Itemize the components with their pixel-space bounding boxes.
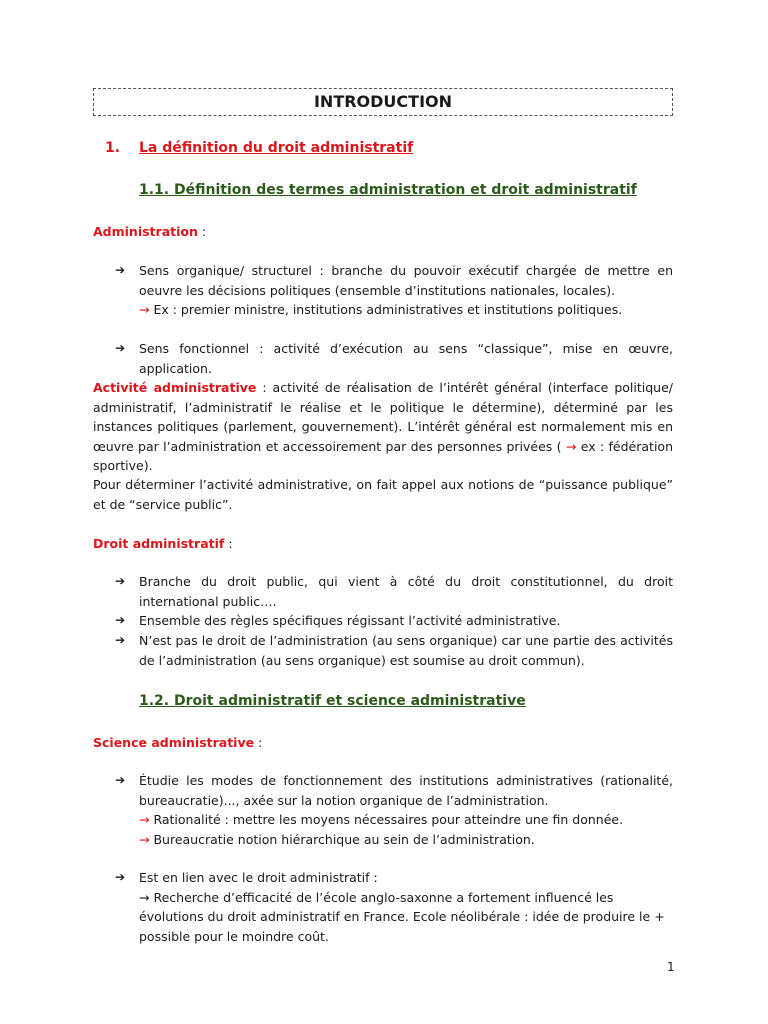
paragraph-text-end: ex : fédération sportive). (93, 438, 673, 473)
term-label: Administration (93, 224, 198, 239)
arrow-bullet-icon: ➔ (115, 341, 126, 355)
section-number: 1. (105, 140, 121, 156)
term-label: Activité administrative (93, 380, 257, 395)
section-title: La définition du droit administratif (139, 140, 414, 156)
bullet-text: Sens organique/ structurel : branche du pouvoir exécutif chargée de mettre en oeuvre les décisions politiques (ensemble d’institutions nationales, locales). (139, 263, 673, 298)
arrow-bullet-icon: ➔ (115, 263, 126, 277)
subline-text: Bureaucratie notion hiérarchique au sein de l’administration. (149, 831, 535, 847)
arrow-bullet-icon: ➔ (115, 633, 126, 647)
arrow-right-icon: → (139, 831, 150, 847)
arrow-right-icon: → (139, 889, 150, 905)
term-droit-administratif (93, 534, 233, 554)
bullet-subline-rationalite (139, 810, 673, 830)
paragraph-activite-administrative (93, 378, 673, 476)
arrow-right-icon: → (139, 812, 150, 827)
bullet-text: Ensemble des règles spécifiques régissant l’activité administrative. (139, 613, 561, 628)
bullet-lien-droit-administratif (115, 868, 673, 946)
arrow-bullet-icon: ➔ (115, 574, 126, 588)
bullet-pas-droit-administration (115, 631, 673, 670)
term-administration (93, 222, 206, 242)
arrow-bullet-icon: ➔ (115, 870, 126, 884)
term-colon: : (197, 224, 207, 239)
term-colon: : (224, 536, 233, 551)
bullet-sens-organique (115, 261, 673, 320)
arrow-right-icon: → (561, 438, 581, 454)
bullet-text: Est en lien avec le droit administratif : (139, 870, 378, 885)
term-label: Droit administratif (93, 536, 225, 551)
bullet-text: Sens fonctionnel : activité d’exécution au sens “classique”, mise en œuvre, application. (139, 341, 673, 376)
subline-text: Rationalité : mettre les moyens nécessaires pour atteindre une fin donnée. (149, 812, 624, 827)
bullet-text: N’est pas le droit de l’administration (au sens organique) car une partie des activités de l’administration (au sens organique) est soumise au droit commun). (139, 633, 673, 668)
bullet-text: Branche du droit public, qui vient à côté du droit constitutionnel, du droit international public…. (139, 574, 673, 609)
paragraph-pour-determiner: Pour déterminer l’activité administrative, on fait appel aux notions de “puissance publique” et de “service public”. (93, 477, 673, 512)
subline-text: Recherche d’efficacité de l’école anglo-saxonne a fortement influencé les évolutions du droit administratif en France. Ecole néolibérale : idée de produire le + possible pour le moindre coût. (139, 889, 665, 944)
bullet-subline-efficacite (139, 888, 673, 947)
page-title: INTRODUCTION (93, 88, 673, 116)
subsection-heading-1-1: 1.1. Définition des termes administration et droit administratif (139, 182, 637, 198)
bullet-etudie-modes (115, 771, 673, 849)
bullet-subline-bureaucratie (139, 830, 673, 850)
term-colon: : (254, 735, 263, 750)
bullet-text: Étudie les modes de fonctionnement des institutions administratives (rationalité, bureaucratie)..., axée sur la notion organique de l’administration. (139, 773, 673, 808)
bullet-ensemble-regles (115, 611, 673, 631)
paragraph-text: : activité de réalisation de l’intérêt général (interface politique/ administratif, l’administratif le réalise et le politique le détermine), déterminé par les instances politiques (parlement, gouvernement). L’intérêt général est normalement mis en œuvre par l’administration et accessoirement par des personnes privées ( (93, 380, 673, 454)
page-number: 1 (667, 960, 675, 974)
term-label: Science administrative (93, 735, 255, 750)
bullet-branche-droit-public (115, 572, 673, 611)
arrow-bullet-icon: ➔ (115, 773, 126, 787)
arrow-bullet-icon: ➔ (115, 613, 126, 627)
section-heading-1 (105, 139, 413, 159)
arrow-right-icon: → (139, 302, 150, 317)
term-science-administrative (93, 733, 262, 753)
subsection-heading-1-2: 1.2. Droit administratif et science administrative (139, 693, 526, 709)
bullet-subline (139, 300, 673, 320)
subline-text: Ex : premier ministre, institutions administratives et institutions politiques. (149, 302, 623, 317)
bullet-sens-fonctionnel (115, 339, 673, 378)
